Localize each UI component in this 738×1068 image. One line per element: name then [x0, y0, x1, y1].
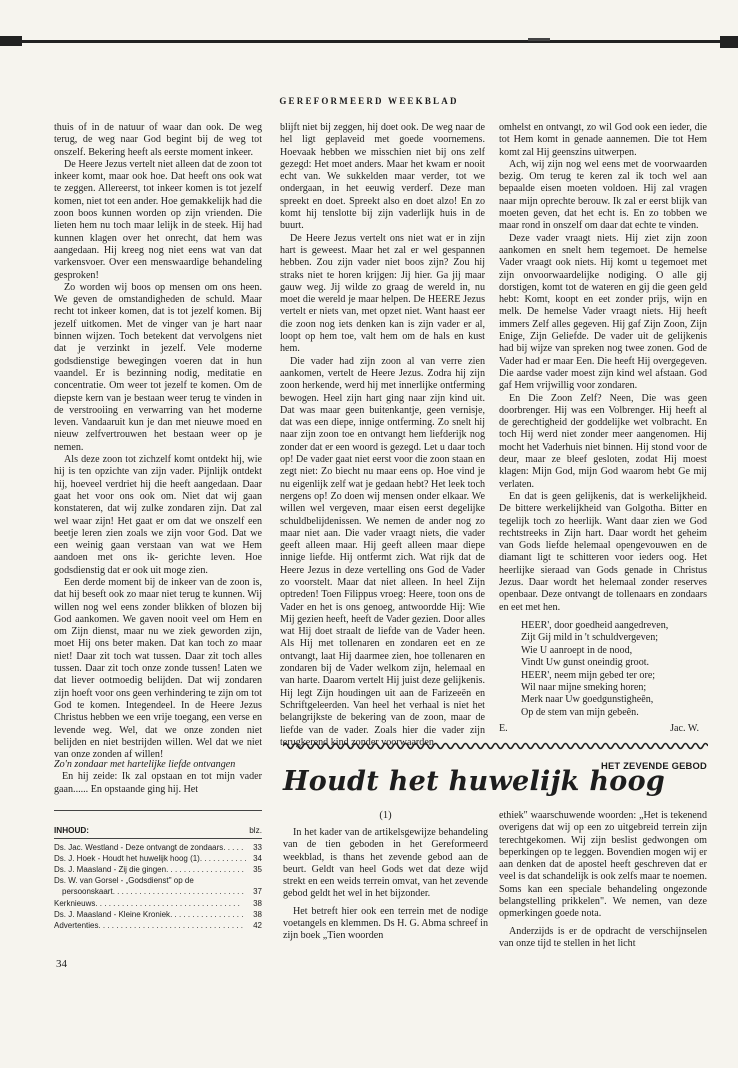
running-head: GEREFORMEERD WEEKBLAD — [279, 96, 459, 106]
column-1 — [54, 122, 262, 761]
poem-line: HEER', neem mijn gebed ter ore; — [521, 669, 656, 681]
column-3 — [499, 122, 707, 735]
toc-item-continued[interactable] — [54, 886, 262, 897]
toc-heading: INHOUD: — [54, 826, 90, 835]
wavy-divider — [283, 741, 708, 751]
toc-item-title: Kerknieuws — [54, 898, 96, 908]
toc-item-title: Ds. J. Maasland - Kleine Kroniek — [54, 909, 171, 919]
toc-item[interactable] — [54, 875, 262, 886]
paragraph: De Heere Jezus vertelt ons niet wat er in zijn hart is geweest. Maar het zal er wel gespannen hebben. Zou zijn vader niet boos zijn? Zou hij straks niet te horen krijgen: Jij hier. Ga jij maar gauw weg. Jij wilde zo graag de wereld in, nu moet die wereld je maar helpen. De HEERE Jezus vertelt er niets van, met opzet niet. Want haast eer die zoon nog iets denken kan is zijn vader er al, loopt op hem toe, valt hem om de hals en kust hem. — [280, 232, 485, 355]
paragraph: omhelst en ontvangt, zo wil God ook een ieder, die tot Hem komt in genade aannemen. Die tot Hem komt zal Hij geenszins uitwerpen. — [499, 122, 707, 158]
scan-tick — [528, 38, 550, 41]
page-number: 34 — [56, 958, 67, 970]
toc-item[interactable] — [54, 853, 262, 864]
poem-line: HEER', door goedheid aangedreven, — [521, 619, 669, 631]
signature — [499, 723, 707, 735]
toc-item[interactable] — [54, 842, 262, 853]
toc-item[interactable] — [54, 864, 262, 875]
paragraph: Die vader had zijn zoon al van verre zien aankomen, vertelt de Heere Jezus. Zodra hij zijn zoon herkende, werd hij met innerlijke ontferming bewogen. Heel zijn hart ging naar zijn kind uit. Dat was maar geen buitenkantje, geen vernisje, dat was een diepe, innige ontferming. Zo snelt hij naar zijn zoon toe en ontvangt hem liefderijk nog zonder dat er een woord is gezegd. Let u daar toch op! De vader gaat niet eerst voor die zoon staan en zegt niet: Zo biecht nu maar eens op. Hoe vind je nu eigenlijk zelf wat je gedaan hebt? Het leek toch nergens op! Zo doen wij mensen onder elkaar. We willen wel vergeven, maar eisen eerst degelijke schuldbelijdenissen. We nemen de ander nog zo maar niet aan. Die vader vraagt niets, die vader geeft alleen maar. Hij geeft alleen maar diepe innige liefde. Hij ontfermt zich. Wat rijk dat de Heere Jezus in deze vertelling ons God de Vader zo voorstelt. Maar dat niet alleen. In heel Zijn optreden! Toen Filippus vroeg: Heere, toon ons de Vader en het is ons genoeg, antwoordde Hij: Wie Mij gezien heeft, heeft de Vader gezien. Door alles wat Hij doet straalt de liefde van de Vader heen. Als Hij met tollenaren en zondaren eet en ze ontvangt, laat Hij daarmee zien, hoe tollenaren en zondaren bij de Vader welkom zijn, helemaal en van harte. Daarom vertelt Hij juist deze gelijkenis. Hij legt Zijn houdingen uit aan de Farizeeën en Schriftgeleerden. Van heel het verhaal is niet het belangrijkste de bekering van de zoon, maar de liefde van de vader. Zoals hier die vader zijn terugkerend kind zonder voorwaarden — [280, 355, 485, 748]
poem-line: Wil naar mijne smeking horen; — [521, 681, 647, 693]
poem-line: Wie U aanroept in de nood, — [521, 644, 633, 656]
divider — [54, 810, 262, 811]
paragraph: Als deze zoon tot zichzelf komt ontdekt hij, wie hij is ten opzichte van zijn vader. Pijnlijk ontdekt hij, hoeveel verdriet hij die heeft aangedaan. Daar gaat het voor ons ook om. Niet dat wij gaan konstateren, dat wij zulke zondaren zijn. Dat zal wel waar zijn! Het gaat er om dat we onszelf een beetje leren zien zoals we zijn voor God. Dat we een weinig gaan verstaan van wat we Hem aandoen met ons ik- gerichte leven. Hoe godsdienstig dat er ook uit moge zien. — [54, 454, 262, 576]
signature-initial: E. — [499, 723, 508, 735]
paragraph: En Die Zoon Zelf? Neen, Die was geen doorbrenger. Hij was een Volbrenger. Hij heeft al de gerechtigheid der goddelijke wet volbracht. En toch Hij werd niet zonder meer aangenomen. Hij mocht het Vaderhuis niet binnen. Hij stond voor de deur, maar ze bleef gesloten, zodat Hij moest klagen: Mijn God, mijn God waarom hebt Ge mij verlaten. — [499, 392, 707, 490]
poem-line: Vindt Uw gunst oneindig groot. — [521, 657, 650, 669]
scan-mark-right — [720, 36, 738, 48]
toc-page-label: blz. — [249, 826, 262, 835]
toc-item-page: 34 — [253, 854, 262, 864]
toc-header — [54, 825, 262, 836]
scan-mark-left — [0, 36, 22, 46]
toc-item-title: Ds. J. Maasland - Zij die gingen — [54, 865, 167, 875]
poem-line: Zijt Gij mild in 't schuldvergeven; — [521, 632, 659, 644]
toc-item-title: Ds. J. Hoek - Houdt het huwelijk hoog (1) — [54, 854, 200, 864]
paragraph: En dat is geen gelijkenis, dat is werkelijkheid. De bittere werkelijkheid van Golgotha. Bitter en tegelijk toch zo heerlijk. Want daar zien we God rechtstreeks in Zijn hart. Daar wordt het geheim van Gods liefde helemaal opengevouwen en de diamant ligt te schitteren voor ieders oog. Het heerlijke sieraad van Gods genade in Christus Jezus. Daar wordt het helemaal zonder reserves openbaar. Deze ontvangt de tollenaars en zondaars en eet met hen. — [499, 490, 707, 613]
toc-item[interactable] — [54, 898, 262, 909]
paragraph: Ach, wij zijn nog wel eens met de voorwaarden bezig. Om terug te keren zal ik toch wel aan bepaalde eisen moeten voldoen. Hij zal vragen naar mijn oprechte berouw. Ik zal er eerst blijk van moeten geven, dat het echt is. En zo tobben we maar rond in onszelf om daar dat echte te vinden. — [499, 158, 707, 232]
quote-heading: Zo'n zondaar met hartelijke liefde ontvangen — [54, 759, 236, 770]
paragraph: Deze vader vraagt niets. Hij ziet zijn zoon aankomen en snelt hem tegemoet. De hemelse Vader vraagt ook niets. Hij komt u tegemoet met zijn onvoorwaardelijke nodiging. O alle gij dorstigen, komt tot de wateren en gij die geen geld hebt: Komt, koopt en eet zonder prijs, wijn en melk. De hemelse Vader vraagt niets. Hij heeft immers Zelf alles gegeven. Hij gaf Zijn Zoon, Zijn Enige, Zijn Geliefde. De vader uit de gelijkenis had bij wijze van spreken nog twee zonen. God de Vader had er maar Een. Die heeft Hij overgegeven. Die aardse vader moest zijn kind wel afstaan. God gaf Hem vrijwillig voor zondaren. — [499, 232, 707, 392]
part-number: (1) — [379, 810, 392, 821]
toc-item-title: Advertenties — [54, 920, 99, 930]
paragraph: Zo worden wij boos op mensen om ons heen. We geven de omstandigheden de schuld. Maar recht tot inkeer komen, dat is tot jezelf komen. Bij jezelf uitkomen. Met de vinger van je hart naar binnen wijzen. Toch betekent dat vervolgens niet dat je verzinkt in jezelf. Vele moderne godsdienstige bewegingen voeren dat in hun vaandel. Er is bezinning nodig, meditatie en concentratie. Om weer tot jezelf te komen. Om de diepste kern van je bestaan weer terug te vinden in de verstrooiing en verwarring van het moderne leven. Vandaaruit kun je dan met nieuwe moed en nieuw zelfvertrouwen het bestaan weer op je nemen. — [54, 281, 262, 453]
paragraph: ethiek" waarschuwende woorden: „Het is tekenend overigens dat wij op een zo uitgebreid terrein zijn terechtgekomen. Wij zijn beslist gedwongen om beperkingen op te leggen. Bovendien mogen wij er aan denken dat de apostel heeft geschreven dat er veel is dat schandelijk is ook zelfs maar te noemen. Soms kan een speciale behandeling ongezonde belangstelling prikkelen". We nemen, van deze opmerkingen goede nota. — [499, 810, 707, 920]
article2-column-left — [283, 827, 488, 948]
toc-item[interactable] — [54, 909, 262, 920]
paragraph: blijft niet bij zeggen, hij doet ook. De weg naar de hel ligt geplaveid met goede voornemens. Hoevaak hebben we misschien niet bij ons zelf gezegd: Het moet anders. Maar het kwam er nooit echt van. We sukkelden maar verder, tot we ondergaan, in het eeuwig verderf. Deze man spreekt en doet. Spreekt also en doet alzo! En zo komt hij tenslotte bij zijn vaderlijk huis in de buurt. — [280, 122, 485, 232]
toc-item-page: 33 — [253, 843, 262, 853]
toc-item-page: 38 — [253, 898, 262, 908]
section-label: HET ZEVENDE GEBOD — [600, 760, 707, 771]
quote-text: En hij zeide: Ik zal opstaan en tot mijn vader gaan...... En opstaande ging hij. Het — [54, 771, 262, 795]
quote-block — [54, 759, 262, 796]
toc-item-page: 37 — [253, 887, 262, 897]
paragraph: De Heere Jezus vertelt niet alleen dat de zoon tot inkeer komt, maar ook hoe. Dat heeft ons ook wat te zeggen. Allereerst, tot inkeer komen is tot jezelf komen, niet tot een ander. Hoe gemakkelijk had die zoon boos kunnen worden op zijn vrienden. Die lieten hem nu toch maar lelijk in de steek. Hij had kunnen klagen over het onrecht, dat hem was aangedaan. Hij kreeg nog niet eens wat van dat varkensvoer. Over een menswaardige behandeling gesproken! — [54, 158, 262, 281]
divider — [54, 838, 262, 839]
paragraph: Een derde moment bij de inkeer van de zoon is, dat hij beseft ook zo maar niet terug te kunnen. Wij willen nog wel eens zonder blikken of blozen bij God aankomen. We gaven nooit veel om Hem en om Zijn dienst, maar nu we ziek geworden zijn, moet Hij ons beter maken. Dat kan toch zo maar niet! Daar zit toch wat tussen. Daar zit toch alles tussen. Daar zit toch onze zonde tussen! Laten we dat liever ootmoedig belijden. Dat wij zondaren zijn hoeft voor ons geen verhindering te zijn om tot God te komen. Integendeel. In de Heere Jezus Christus hebben we een vrije toegang, een verse en levende weg. Wel, dat we onze zonden niet belijden en niet bestrijden willen. Wel dat we niet van onze zonden af willen! — [54, 576, 262, 761]
poem-line: Merk naar Uw goedgunstigheên, — [521, 694, 654, 706]
paragraph: Anderzijds is er de opdracht de verschijnselen van onze tijd te stellen in het licht — [499, 925, 707, 949]
toc-item-title: Ds. W. van Gorsel - „Godsdienst" op de — [54, 876, 194, 886]
scan-top-rule — [0, 40, 738, 43]
poem-line: Op de stem van mijn gebeên. — [521, 706, 639, 718]
toc-item-page: 35 — [253, 865, 262, 875]
signature-name: Jac. W. — [670, 723, 699, 735]
article-title: Houdt het huwelijk hoog — [283, 766, 666, 797]
column-2 — [280, 122, 485, 749]
toc-item-title: persoonskaart — [62, 887, 113, 897]
toc-item-page: 38 — [253, 909, 262, 919]
article2-column-right — [499, 810, 707, 955]
paragraph: Het betreft hier ook een terrein met de nodige voetangels en klemmen. Ds H. G. Abma schreef in zijn boek „Tien woorden — [283, 905, 488, 942]
toc-item[interactable] — [54, 920, 262, 931]
paragraph: thuis of in de natuur of waar dan ook. De weg terug, de weg naar God begint bij de weg tot onszelf. Bekering heeft als eerste moment inkeer. — [54, 122, 262, 158]
psalm-verse — [521, 620, 707, 719]
paragraph: In het kader van de artikelsgewijze behandeling van de tien geboden in het Gereformeerd weekblad, is thans het zevende gebod aan de beurt. Geldt van heel Gods wet dat deze wijd strekt en een weids terrein omvat, van het zevende gebod geldt het wel in het bijzonder. — [283, 827, 488, 900]
toc-item-page: 42 — [253, 920, 262, 930]
table-of-contents — [54, 825, 262, 931]
toc-item-title: Ds. Jac. Westland - Deze ontvangt de zondaars — [54, 843, 224, 853]
